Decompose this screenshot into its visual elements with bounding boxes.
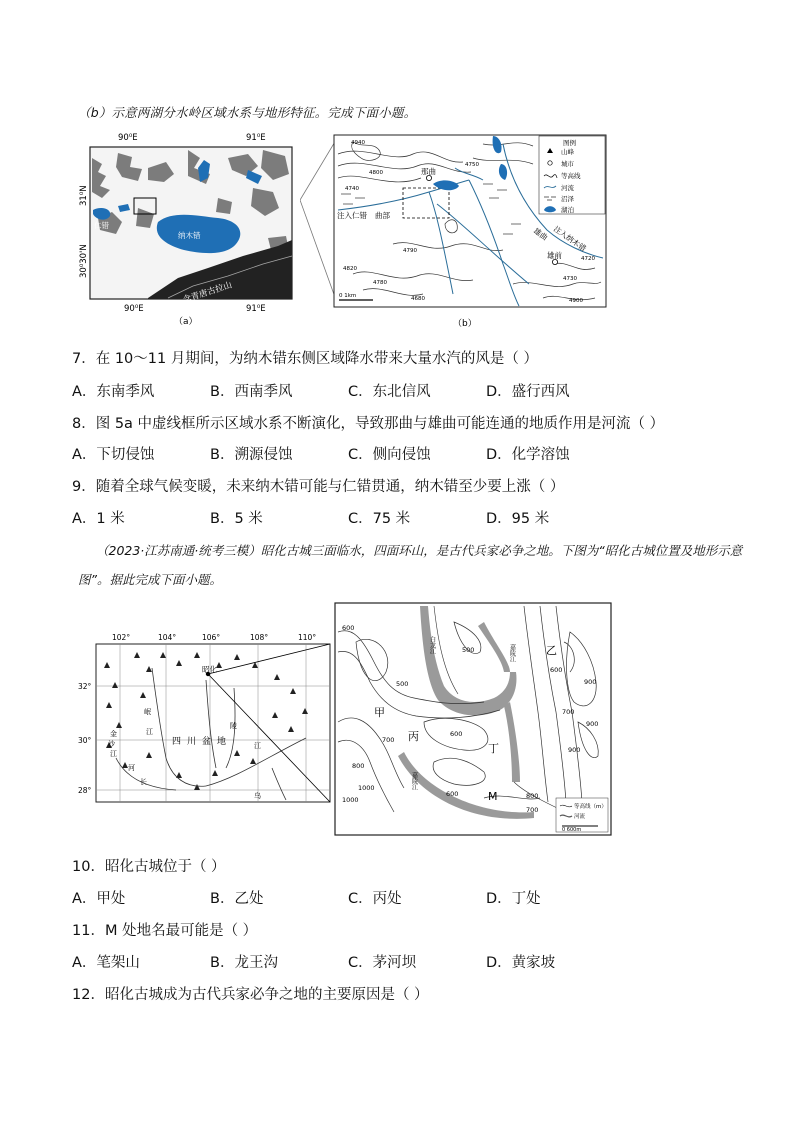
fig-d-contour: 700 [562,708,575,716]
fig-b-legend-contour: 等高线 [561,172,581,180]
fig-b-contour: 4750 [465,162,479,168]
fig-d-contour: 600 [446,790,459,798]
option-c[interactable]: C．丙处 [348,891,402,907]
fig-d-label-bing: 丙 [408,730,419,743]
question-8-stem: 8．图 5a 中虚线框所示区域水系不断演化，导致那曲与雄曲可能连通的地质作用是河流（ ） [72,416,665,432]
fig-b-legend-marsh: 沼泽 [561,195,574,203]
fig-b-town-xiongqian: 雄前 [547,251,562,260]
fig-d-river-jialing: 嘉陵江 [508,644,516,662]
fig-b-contour: 4720 [581,256,595,262]
fig-d-contour: 900 [568,746,581,754]
fig-c-lat-30: 30° [78,736,92,745]
fig-d-contour: 800 [526,792,539,800]
fig-d-river-bailong: 白龙江 [428,636,436,654]
fig-c-town-zhaohua: 昭化 [202,665,217,674]
option-d[interactable]: D．盛行西风 [486,384,570,400]
fig-b-legend-title: 图例 [563,139,576,147]
question-11-stem: 11．M 处地名最可能是（ ） [72,923,258,939]
fig-b-contour: 4790 [403,248,417,254]
figure-c-location-map [76,628,336,818]
fig-d-contour: 500 [396,680,409,688]
option-a[interactable]: A．东南季风 [72,384,155,400]
fig-c-lon-104: 104° [158,633,177,642]
fig-a-mountain: 念青唐古拉山 [181,280,234,306]
fig-c-river-char: 江 [254,742,261,750]
fig-b-legend-peak: 山峰 [561,148,574,156]
fig-d-contour: 700 [382,736,395,744]
fig-a-lake-namucuo: 纳木错 [178,231,201,240]
option-d[interactable]: D．丁处 [486,891,541,907]
question-9-stem: 9．随着全球气候变暖，未来纳木错可能与仁错贯通，纳木错至少要上涨（ ） [72,479,565,495]
intro-text-1: （b）示意两湖分水岭区域水系与地形特征。完成下面小题。 [78,105,417,120]
fig-d-contour: 600 [550,666,563,674]
fig-a-lon-right: 91⁰E [246,133,266,143]
fig-a-caption: （a） [174,317,198,327]
fig-a-lat-bottom: 30⁰30'N [79,244,89,278]
fig-b-label-xiongqu: 雄曲 [531,226,550,243]
option-d[interactable]: D．黄家坡 [486,955,556,971]
fig-b-contour: 4680 [411,296,425,302]
fig-b-contour: 4820 [343,266,357,272]
fig-c-basin-label: 四川盆地 [172,737,233,747]
fig-b-legend-lake: 湖泊 [561,206,574,214]
fig-a-lon-right-bottom: 91⁰E [246,304,266,314]
fig-c-river-char: 沙 [108,740,115,748]
fig-c-lat-28: 28° [78,786,92,795]
fig-b-caption: （b） [453,319,477,329]
question-9-options [72,507,732,528]
option-b[interactable]: B．西南季风 [210,384,293,400]
question-8-options [72,443,732,464]
figure-d-topo-map [334,602,614,838]
fig-d-contour: 1000 [358,784,375,792]
fig-c-river-char: 金 [110,730,117,738]
fig-d-river-jialing-2: 嘉陵江 [410,772,418,790]
fig-b-legend-city: 城市 [561,160,574,168]
fig-b-contour: 4900 [569,298,583,304]
fig-d-label-ding: 丁 [488,742,499,755]
option-a[interactable]: A．下切侵蚀 [72,447,155,463]
fig-a-lon-left-bottom: 90⁰E [124,304,144,314]
question-10-options [72,887,732,908]
fig-c-lon-108: 108° [250,633,269,642]
question-12-stem: 12．昭化古城成为古代兵家必争之地的主要原因是（ ） [72,987,429,1003]
fig-d-legend-river: 河流 [574,814,586,820]
fig-d-contour: 1000 [342,796,359,804]
fig-d-contour: 700 [526,806,539,814]
fig-c-river-char: 长 [140,778,147,786]
fig-b-scale: 0 1km [339,293,357,299]
option-b[interactable]: B．龙王沟 [210,955,278,971]
fig-b-label-west: 注入仁错 [337,211,367,220]
fig-b-town-naqu: 那曲 [421,167,436,176]
fig-c-lat-32: 32° [78,682,92,691]
fig-c-lon-106: 106° [202,633,221,642]
fig-c-river-char: 乌 [254,792,261,800]
fig-b-contour: 4740 [345,186,359,192]
option-b[interactable]: B．溯源侵蚀 [210,447,293,463]
fig-d-legend-contour: 等高线（m） [574,804,607,810]
fig-b-contour: 4780 [373,280,387,286]
option-b[interactable]: B．乙处 [210,891,264,907]
question-10-stem: 10．昭化古城位于（ ） [72,859,226,875]
option-a[interactable]: A．甲处 [72,891,126,907]
fig-c-lon-110: 110° [298,633,317,642]
fig-c-river-char: 江 [146,728,153,736]
fig-c-river-char: 岷 [144,708,151,716]
option-c[interactable]: C．东北信风 [348,384,431,400]
figure-a-map [78,128,313,328]
fig-c-lon-102: 102° [112,633,131,642]
fig-a-lon-left: 90⁰E [118,133,138,143]
fig-b-contour: 4730 [563,276,577,282]
fig-b-contour: 4800 [369,170,383,176]
option-a[interactable]: A．笔架山 [72,955,140,971]
fig-c-river-char: 陵 [230,722,237,730]
fig-d-label-yi: 乙 [546,644,557,657]
option-d[interactable]: D．化学溶蚀 [486,447,570,463]
fig-d-scale: 0 600m [562,827,582,833]
fig-b-label-east: 注入纳木错 [551,224,588,254]
option-d[interactable]: D．95 米 [486,511,550,527]
fig-c-river-char: 江 [110,750,117,758]
option-a[interactable]: A．1 米 [72,511,125,527]
intro-text-2: （2023·江苏南通·统考三模）昭化古城三面临水，四面环山，是古代兵家必争之地。下图为“昭化古城位置及地形示意图”。据此完成下面小题。 [78,543,743,587]
fig-c-river-char: 河 [128,764,135,772]
fig-d-contour: 900 [584,678,597,686]
option-b[interactable]: B．5 米 [210,511,263,527]
figure-b-map [333,134,613,330]
fig-d-contour: 600 [450,730,463,738]
city-icon [548,161,552,165]
fig-a-lake-rencuo: 仁错 [94,221,109,230]
fig-d-contour: 900 [586,720,599,728]
question-7-options [72,380,732,401]
fig-d-contour: 800 [352,762,365,770]
fig-b-legend-river: 河流 [561,184,574,192]
fig-b-label-qubu: 曲部 [375,211,390,220]
fig-d-contour: 600 [342,624,355,632]
fig-b-contour: 4940 [351,140,365,146]
fig-d-label-jia: 甲 [374,706,385,719]
option-c[interactable]: C．75 米 [348,511,411,527]
fig-d-contour: 500 [462,646,475,654]
fig-a-lat-top: 31⁰N [79,185,89,206]
fig-d-label-m: M [488,790,498,803]
question-7-stem: 7．在 10～11 月期间，为纳木错东侧区域降水带来大量水汽的风是（ ） [72,351,538,367]
option-c[interactable]: C．侧向侵蚀 [348,447,431,463]
question-11-options [72,951,732,972]
option-c[interactable]: C．茅河坝 [348,955,417,971]
